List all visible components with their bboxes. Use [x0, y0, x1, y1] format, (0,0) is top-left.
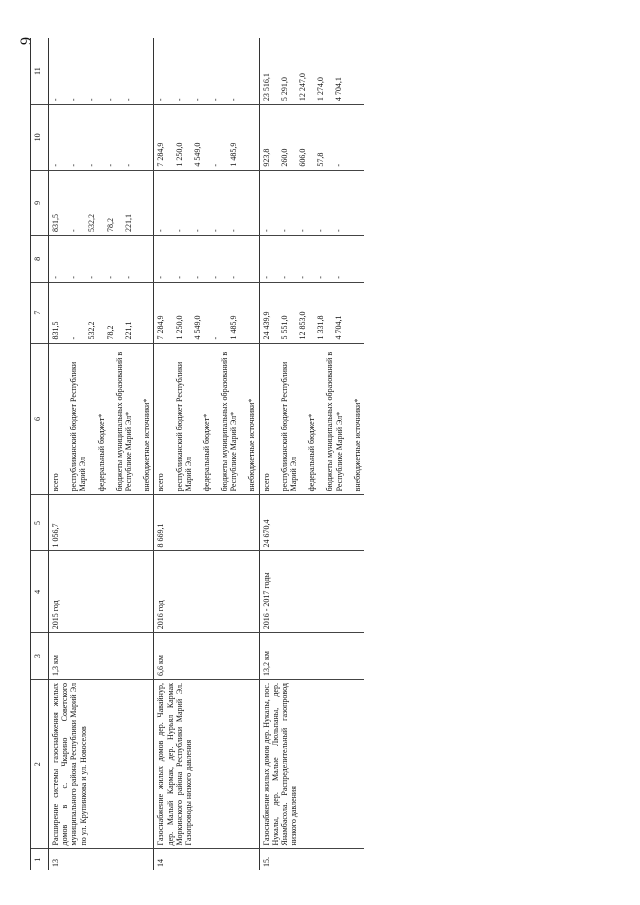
source-line: -: [210, 98, 220, 102]
spacer: [289, 286, 298, 340]
spacer: [166, 174, 175, 232]
object-name-cell: Газоснабжение жилых домов дер. Нукалы, пос. Нукалы, дер. Малые Люльпаны, дер. Янамбасола. Распределительный газопровод низкого давления: [259, 680, 364, 849]
source-line: -: [123, 98, 133, 102]
length-cell: 13,2 км: [259, 633, 364, 680]
funding-source-cell: [259, 343, 364, 495]
source-line: -: [229, 98, 239, 102]
spacer: [202, 174, 211, 232]
period-cell: 2016 - 2017 годы: [259, 551, 364, 633]
table-row: [259, 38, 364, 870]
column-header: 1: [31, 849, 49, 870]
spacer: [289, 108, 298, 166]
header-row: [31, 38, 49, 870]
year-2015-cell: [49, 170, 154, 235]
source-line: 221,1: [123, 214, 133, 233]
source-line: -: [123, 276, 133, 279]
column-header: 6: [31, 343, 49, 495]
spacer: [202, 41, 211, 101]
source-line: 4 704,1: [334, 77, 344, 102]
spacer: [166, 108, 175, 166]
year-2014-cell: [259, 236, 364, 283]
row-number-cell: 14: [154, 849, 259, 870]
source-line: 923,8: [261, 148, 271, 167]
spacer: [316, 347, 325, 492]
spacer: [307, 108, 316, 166]
year-2017-cell: [259, 38, 364, 105]
source-line: -: [334, 163, 344, 167]
total-amount-cell: [49, 282, 154, 343]
spacer: [60, 41, 69, 101]
period-cell: 2016 год: [154, 551, 259, 633]
spacer: [106, 347, 115, 492]
period-cell: 2015 год: [49, 551, 154, 633]
source-line: 532,2: [87, 321, 97, 340]
spacer: [88, 347, 97, 492]
estimated-cost-cell: 24 670,4: [259, 495, 364, 551]
spacer: [166, 286, 175, 340]
source-line: 1 485,9: [229, 142, 239, 167]
spacer: [115, 41, 124, 101]
source-line: -: [174, 98, 184, 102]
source-line: -: [298, 276, 307, 279]
source-line: 1 485,9: [229, 315, 239, 340]
spacer: [307, 239, 316, 279]
table-row: [154, 38, 259, 870]
estimated-cost-cell: 1 056,7: [49, 495, 154, 551]
estimated-cost-cell: 8 669,1: [154, 495, 259, 551]
source-line: -: [156, 229, 166, 233]
spacer: [325, 108, 334, 166]
source-line: федеральный бюджет*: [201, 413, 211, 492]
source-line: 1 250,0: [174, 315, 184, 340]
spacer: [97, 286, 106, 340]
spacer: [220, 108, 229, 166]
spacer: [166, 239, 175, 279]
source-line: -: [51, 98, 60, 102]
source-line: -: [156, 276, 166, 279]
spacer: [97, 239, 106, 279]
source-line: 4 704,1: [334, 315, 344, 340]
source-line: 7 284,9: [156, 315, 166, 340]
source-line: бюджеты муниципальных образований в Республике Марий Эл*: [325, 351, 344, 492]
length-cell: 1,3 км: [49, 633, 154, 680]
spacer: [344, 347, 353, 492]
spacer: [271, 174, 280, 232]
source-line: -: [105, 276, 115, 279]
spacer: [60, 239, 69, 279]
source-line: -: [334, 229, 344, 233]
source-line: 606,0: [298, 148, 307, 167]
source-line: -: [69, 276, 79, 279]
source-line: всего: [261, 473, 271, 492]
year-2017-cell: [49, 38, 154, 105]
spacer: [60, 347, 69, 492]
source-line: внебюджетные источники*: [352, 398, 362, 492]
source-line: -: [87, 98, 97, 102]
source-line: -: [69, 98, 79, 102]
year-2016-cell: [154, 105, 259, 170]
source-line: внебюджетные источники*: [142, 398, 152, 492]
source-line: -: [87, 276, 97, 279]
source-line: всего: [156, 473, 166, 492]
source-line: 78,2: [105, 325, 115, 340]
spacer: [325, 239, 334, 279]
source-line: 78,2: [105, 218, 115, 233]
spacer: [271, 347, 280, 492]
spacer: [238, 347, 247, 492]
spacer: [271, 108, 280, 166]
spacer: [271, 41, 280, 101]
source-line: -: [174, 276, 184, 279]
total-amount-cell: [259, 282, 364, 343]
source-line: 4 549,0: [192, 315, 202, 340]
source-line: -: [192, 229, 202, 233]
spacer: [97, 174, 106, 232]
spacer: [289, 174, 298, 232]
spacer: [307, 286, 316, 340]
source-line: 831,5: [51, 214, 60, 233]
table-row: [49, 38, 154, 870]
spacer: [78, 108, 87, 166]
source-line: 23 516,1: [261, 73, 271, 102]
source-line: -: [210, 163, 220, 167]
column-header: 2: [31, 680, 49, 849]
row-number-cell: 15.: [259, 849, 364, 870]
source-line: -: [229, 229, 239, 233]
year-2015-cell: [259, 170, 364, 235]
investment-table: [30, 38, 364, 870]
source-line: -: [316, 229, 326, 233]
spacer: [271, 286, 280, 340]
year-2014-cell: [154, 236, 259, 283]
spacer: [193, 347, 202, 492]
spacer: [202, 286, 211, 340]
year-2014-cell: [49, 236, 154, 283]
spacer: [60, 174, 69, 232]
spacer: [60, 286, 69, 340]
spacer: [289, 239, 298, 279]
source-line: бюджеты муниципальных образований в Республике Марий Эл*: [220, 351, 239, 492]
source-line: бюджеты муниципальных образований в Республике Марий Эл*: [114, 351, 133, 492]
column-header: 8: [31, 236, 49, 283]
page-number: 9: [18, 37, 35, 45]
source-line: 532,2: [87, 214, 97, 233]
spacer: [298, 347, 307, 492]
year-2017-cell: [154, 38, 259, 105]
source-line: внебюджетные источники*: [247, 398, 257, 492]
source-line: -: [51, 163, 60, 167]
source-line: всего: [51, 473, 60, 492]
spacer: [220, 286, 229, 340]
object-name-cell: Расширение системы газоснабжения жилых домов в с. Чкарино Советского муниципального района Республики Марий Эл по ул. Крупинкова и ул. Новоселов: [49, 680, 154, 849]
length-cell: 6,6 км: [154, 633, 259, 680]
source-line: -: [105, 163, 115, 167]
source-line: 221,1: [123, 321, 133, 340]
source-line: -: [229, 276, 239, 279]
source-line: -: [87, 163, 97, 167]
row-number-cell: 13: [51, 859, 60, 867]
spacer: [78, 41, 87, 101]
source-line: 1 331,8: [316, 315, 326, 340]
total-amount-cell: [154, 282, 259, 343]
spacer: [78, 174, 87, 232]
source-line: 7 284,9: [156, 142, 166, 167]
spacer: [97, 41, 106, 101]
spacer: [97, 108, 106, 166]
source-line: 1 274,0: [316, 77, 326, 102]
source-line: 4 549,0: [192, 142, 202, 167]
spacer: [271, 239, 280, 279]
source-line: республиканский бюджет Республики Марий Эл: [69, 361, 88, 492]
spacer: [325, 174, 334, 232]
source-line: -: [192, 98, 202, 102]
source-line: -: [279, 276, 289, 279]
spacer: [307, 174, 316, 232]
source-line: 831,5: [51, 321, 60, 340]
spacer: [325, 41, 334, 101]
column-header: 3: [31, 633, 49, 680]
spacer: [115, 108, 124, 166]
column-header: 9: [31, 170, 49, 235]
source-line: -: [123, 163, 133, 167]
spacer: [211, 347, 220, 492]
source-line: -: [316, 276, 326, 279]
source-line: -: [261, 276, 271, 279]
spacer: [78, 239, 87, 279]
source-line: 5 551,0: [279, 315, 289, 340]
column-header: 7: [31, 282, 49, 343]
spacer: [78, 286, 87, 340]
spacer: [184, 108, 193, 166]
spacer: [184, 41, 193, 101]
year-2016-cell: [49, 105, 154, 170]
source-line: республиканский бюджет Республики Марий Эл: [174, 361, 193, 492]
source-line: -: [69, 336, 79, 340]
source-line: -: [210, 336, 220, 340]
spacer: [184, 286, 193, 340]
source-line: -: [156, 98, 166, 102]
source-line: республиканский бюджет Республики Марий Эл: [279, 361, 298, 492]
source-line: -: [192, 276, 202, 279]
source-line: -: [174, 229, 184, 233]
spacer: [184, 239, 193, 279]
year-2015-cell: [154, 170, 259, 235]
column-header: 4: [31, 551, 49, 633]
source-line: -: [105, 98, 115, 102]
source-line: -: [210, 229, 220, 233]
spacer: [60, 108, 69, 166]
spacer: [202, 108, 211, 166]
source-line: федеральный бюджет*: [96, 413, 106, 492]
spacer: [220, 41, 229, 101]
spacer: [220, 239, 229, 279]
source-line: -: [298, 229, 307, 233]
source-line: 57,8: [316, 152, 326, 167]
source-line: 260,0: [279, 148, 289, 167]
source-line: 5 291,0: [279, 77, 289, 102]
spacer: [166, 41, 175, 101]
source-line: федеральный бюджет*: [307, 413, 317, 492]
funding-source-cell: [154, 343, 259, 495]
object-name-cell: Газоснабжение жилых домов дер. Чавайнур, дер. Малый Кармак, дер. Нурьял Кармак Моркинского района Республики Марий Эл. Газопроводы низкого давления: [154, 680, 259, 849]
column-header: 10: [31, 105, 49, 170]
spacer: [115, 239, 124, 279]
spacer: [115, 286, 124, 340]
spacer: [325, 286, 334, 340]
spacer: [220, 174, 229, 232]
source-line: -: [279, 229, 289, 233]
year-2016-cell: [259, 105, 364, 170]
source-line: -: [69, 229, 79, 233]
spacer: [202, 239, 211, 279]
spacer: [133, 347, 142, 492]
source-line: 24 439,9: [261, 311, 271, 340]
source-line: 12 853,0: [298, 311, 307, 340]
source-line: -: [261, 229, 271, 233]
spacer: [184, 174, 193, 232]
source-line: -: [69, 163, 79, 167]
source-line: -: [334, 276, 344, 279]
funding-source-cell: [49, 343, 154, 495]
spacer: [307, 41, 316, 101]
source-line: 1 250,0: [174, 142, 184, 167]
source-line: 12 247,0: [298, 73, 307, 102]
spacer: [115, 174, 124, 232]
source-line: -: [210, 276, 220, 279]
source-line: -: [51, 276, 60, 279]
column-header: 11: [31, 38, 49, 105]
spacer: [166, 347, 175, 492]
column-header: 5: [31, 495, 49, 551]
spacer: [289, 41, 298, 101]
